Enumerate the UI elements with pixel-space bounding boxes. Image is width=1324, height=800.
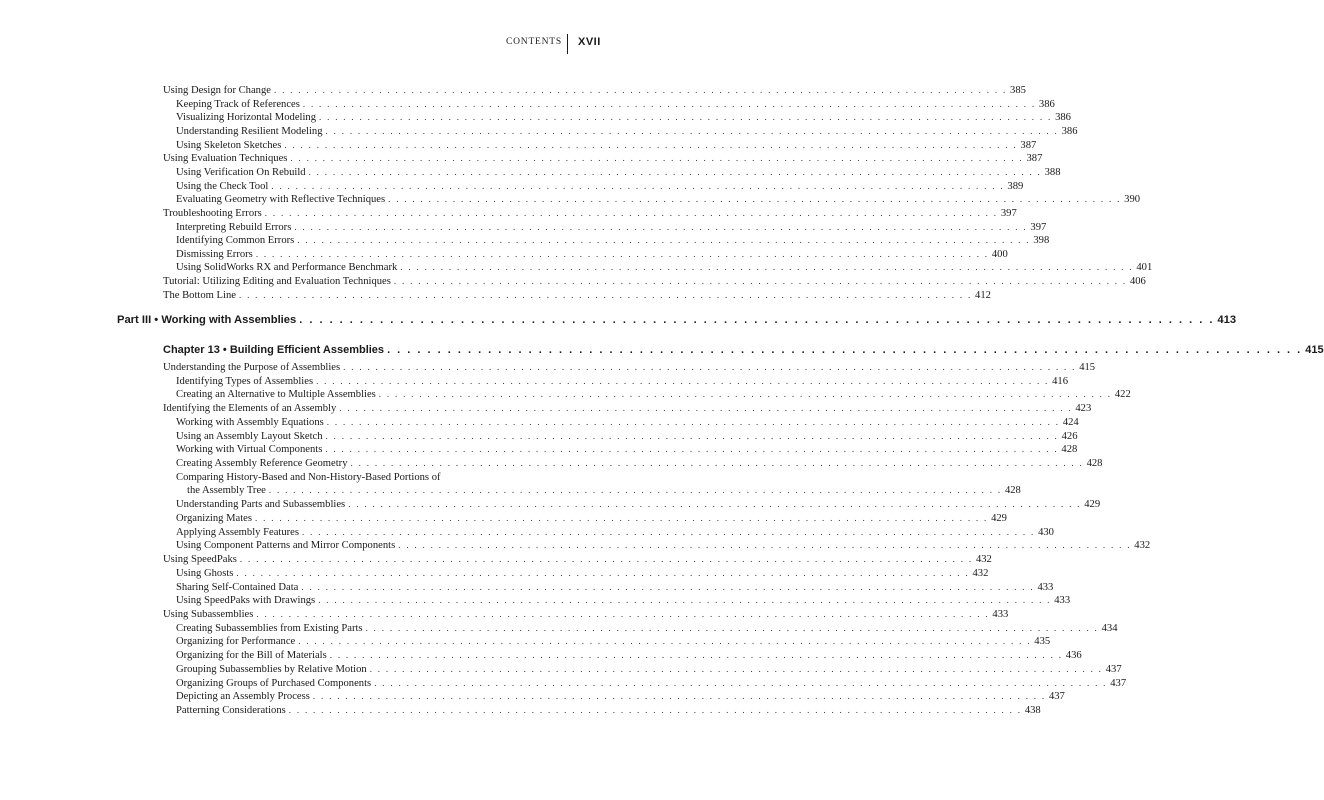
- toc-entry-page: 434: [1101, 622, 1118, 634]
- toc-entry-title: the Assembly Tree: [187, 485, 266, 497]
- toc-entry-title: Keeping Track of References: [176, 98, 300, 110]
- toc-entry-title: Working with Assembly Equations: [176, 416, 324, 428]
- toc-entry-page: 437: [1105, 663, 1122, 675]
- toc-entry[interactable]: [176, 180, 1024, 195]
- toc-entry-title: Part III • Working with Assemblies: [117, 314, 297, 326]
- toc-entry[interactable]: [176, 705, 1041, 719]
- toc-entry-page: 430: [1038, 526, 1054, 538]
- toc-entry-page: 433: [1037, 581, 1054, 593]
- toc-entry-title: Using SpeedPaks: [163, 554, 237, 566]
- dot-leader: . . . . . . . . . . . . . . . . . . . . . . . . . . . . . . . . . . . . . . . . . . . . . . . . . . . . . . . . . . . . . . . . . . . . . . . . . . . . . . . . . . . . . . . . . . .: [273, 85, 1008, 95]
- dot-leader: . . . . . . . . . . . . . . . . . . . . . . . . . . . . . . . . . . . . . . . . . . . . . . . . . . . . . . . . . . . . . . . . . . . . . . . . . . . . . . . . . . . . . . . . . . .: [350, 458, 1084, 469]
- toc-entry-title: Dismissing Errors: [176, 248, 253, 260]
- toc-entry-page: 429: [991, 512, 1007, 524]
- toc-entry-page: 398: [1033, 235, 1050, 247]
- toc-entry[interactable]: [163, 554, 992, 568]
- dot-leader: . . . . . . . . . . . . . . . . . . . . . . . . . . . . . . . . . . . . . . . . . . . . . . . . . . . . . . . . . . . . . . . . . . . . . . . . . . . . . . . . . . . . . . . . . . .: [325, 430, 1059, 441]
- toc-entry-page: 401: [1136, 262, 1153, 274]
- dot-leader: . . . . . . . . . . . . . . . . . . . . . . . . . . . . . . . . . . . . . . . . . . . . . . . . . . . . . . . . . . . . . . . . . . . . . . . . . . . . . . . . . . . . . . . . . . .: [325, 125, 1059, 136]
- dot-leader: . . . . . . . . . . . . . . . . . . . . . . . . . . . . . . . . . . . . . . . . . . . . . . . . . . . . . . . . . . . . . . . . . . . . . . . . . . . . . . . . . . . . . . . . . . .: [374, 677, 1108, 688]
- toc-entry-page: 390: [1124, 194, 1141, 206]
- toc-entry-page: 400: [991, 248, 1008, 260]
- toc-entry[interactable]: [176, 139, 1037, 154]
- toc-entry[interactable]: [176, 112, 1071, 126]
- dot-leader: . . . . . . . . . . . . . . . . . . . . . . . . . . . . . . . . . . . . . . . . . . . . . . . . . . . . . . . . . . . . . . . . . . . . . . . . . . . . . . . . . . . . . . . . . . .: [400, 262, 1134, 273]
- dot-leader: . . . . . . . . . . . . . . . . . . . . . . . . . . . . . . . . . . . . . . . . . . . . . . . . . . . . . . . . . . . . . . . . . . . . . . . . . . . . . . . . . . . . . . . . . . .: [316, 375, 1050, 386]
- toc-entry-page: 386: [1038, 98, 1055, 110]
- toc-entry[interactable]: [176, 125, 1078, 140]
- toc-entry-page: 415: [1305, 344, 1324, 356]
- toc-entry[interactable]: [163, 403, 1092, 417]
- toc-entry-page: 432: [1134, 540, 1151, 552]
- toc-entry-title: The Bottom Line: [163, 289, 236, 301]
- toc-entry-title: Organizing for the Bill of Materials: [176, 650, 327, 662]
- toc-entry[interactable]: [176, 526, 1054, 541]
- toc-entry-title: Using Verification On Rebuild: [176, 166, 306, 178]
- toc-entry[interactable]: [176, 663, 1122, 678]
- toc-entry-page: 386: [1061, 125, 1078, 137]
- toc-entry-page: 438: [1024, 705, 1041, 716]
- dot-leader: . . . . . . . . . . . . . . . . . . . . . . . . . . . . . . . . . . . . . . . . . . . . . . . . . . . . . . . . . . . . . . . . . . . . . . . . . . . . . . . . . . . . . . . . . . .: [393, 276, 1127, 287]
- toc-entry-page: 397: [1000, 207, 1017, 219]
- toc-entry-title: Troubleshooting Errors: [163, 207, 262, 219]
- dot-leader: . . . . . . . . . . . . . . . . . . . . . . . . . . . . . . . . . . . . . . . . . . . . . . . . . . . . . . . . . . . . . . . . . . . . . . . . . . . . . . . . . . . . . . . . . . .: [326, 416, 1060, 427]
- toc-entry-page: 386: [1055, 112, 1071, 124]
- dot-leader: . . . . . . . . . . . . . . . . . . . . . . . . . . . . . . . . . . . . . . . . . . . . . . . . . . . . . . . . . . . . . . . . . . . . . . . . . . . . . . . . . . . . . . . . . . .: [236, 567, 970, 578]
- toc-entry[interactable]: [176, 595, 1071, 609]
- toc-entry-title: Creating an Alternative to Multiple Assemblies: [176, 389, 376, 401]
- dot-leader: . . . . . . . . . . . . . . . . . . . . . . . . . . . . . . . . . . . . . . . . . . . . . . . . . . . . . . . . . . . . . . . . . . . . . . . . . . . . . . . . . . . . . . . . . . .: [301, 581, 1035, 592]
- toc-entry[interactable]: [176, 458, 1103, 472]
- toc-entry-page: 436: [1065, 650, 1082, 662]
- toc-entry-title: Tutorial: Utilizing Editing and Evaluation Techniques: [163, 276, 391, 288]
- toc-entry-page: 429: [1084, 499, 1101, 511]
- toc-entry[interactable]: [176, 389, 1131, 403]
- toc-entry-title: Understanding the Purpose of Assemblies: [163, 362, 341, 373]
- toc-entry-page: 433: [992, 608, 1009, 620]
- toc-entry[interactable]: [163, 289, 991, 304]
- toc-entry-page: 412: [975, 289, 991, 301]
- toc-entry-title: Using Design for Change: [163, 85, 271, 96]
- toc-entry-title: Creating Assembly Reference Geometry: [176, 458, 348, 470]
- running-head-divider: [567, 34, 568, 54]
- chapter-heading[interactable]: [163, 344, 1324, 362]
- dot-leader: . . . . . . . . . . . . . . . . . . . . . . . . . . . . . . . . . . . . . . . . . . . . . . . . . . . . . . . . . . . . . . . . . . . . . . . . . . . . . . . . . . . . . . . . . . .: [348, 499, 1082, 510]
- toc-entry-title: Comparing History-Based and Non-History-Based Portions of: [176, 471, 441, 483]
- dot-leader: . . . . . . . . . . . . . . . . . . . . . . . . . . . . . . . . . . . . . . . . . . . . . . . . . . . . . . . . . . . . . . . . . . . . . . . . . . . . . . . . . . . . . . . . . . .: [325, 444, 1059, 455]
- dot-leader: . . . . . . . . . . . . . . . . . . . . . . . . . . . . . . . . . . . . . . . . . . . . . . . . . . . . . . . . . . . . . . . . . . . . . . . . . . . . . . . . . . . . . . . . . . .: [288, 705, 1022, 715]
- toc-entry[interactable]: [176, 581, 1054, 596]
- toc-entry[interactable]: [176, 221, 1047, 236]
- toc-entry[interactable]: [163, 153, 1043, 167]
- toc-entry-title: Evaluating Geometry with Reflective Techniques: [176, 194, 386, 206]
- toc-entry[interactable]: [176, 691, 1065, 705]
- dot-leader: . . . . . . . . . . . . . . . . . . . . . . . . . . . . . . . . . . . . . . . . . . . . . . . . . . . . . . . . . . . . . . . . . . . . . . . . . . . . . . . . . . . . . . . . . . .: [299, 314, 1215, 326]
- toc-entry[interactable]: [176, 430, 1078, 445]
- dot-leader: . . . . . . . . . . . . . . . . . . . . . . . . . . . . . . . . . . . . . . . . . . . . . . . . . . . . . . . . . . . . . . . . . . . . . . . . . . . . . . . . . . . . . . . . . . .: [264, 207, 998, 218]
- dot-leader: . . . . . . . . . . . . . . . . . . . . . . . . . . . . . . . . . . . . . . . . . . . . . . . . . . . . . . . . . . . . . . . . . . . . . . . . . . . . . . . . . . . . . . . . . . .: [369, 663, 1103, 674]
- toc-entry-page: 426: [1061, 430, 1078, 442]
- toc-entry[interactable]: [163, 207, 1017, 222]
- toc-entry-title: Identifying Common Errors: [176, 235, 295, 247]
- toc-entry[interactable]: [176, 416, 1079, 431]
- toc-entry-title: Understanding Resilient Modeling: [176, 125, 323, 137]
- dot-leader: . . . . . . . . . . . . . . . . . . . . . . . . . . . . . . . . . . . . . . . . . . . . . . . . . . . . . . . . . . . . . . . . . . . . . . . . . . . . . . . . . . . . . . . . . . .: [238, 289, 973, 300]
- toc-entry-title: Visualizing Horizontal Modeling: [176, 112, 316, 124]
- dot-leader: . . . . . . . . . . . . . . . . . . . . . . . . . . . . . . . . . . . . . . . . . . . . . . . . . . . . . . . . . . . . . . . . . . . . . . . . . . . . . . . . . . . . . . . . . . .: [312, 691, 1046, 702]
- toc-entry-title: Organizing Groups of Purchased Components: [176, 677, 372, 689]
- dot-leader: . . . . . . . . . . . . . . . . . . . . . . . . . . . . . . . . . . . . . . . . . . . . . . . . . . . . . . . . . . . . . . . . . . . . . . . . . . . . . . . . . . . . . . . . . . .: [239, 554, 973, 565]
- toc-entry-title: Using Component Patterns and Mirror Components: [176, 540, 396, 552]
- toc-entry-page: 387: [1026, 153, 1043, 165]
- toc-entry-page: 389: [1007, 180, 1024, 192]
- toc-entry[interactable]: [176, 248, 1008, 263]
- toc-entry-title: Working with Virtual Components: [176, 444, 323, 456]
- toc-entry-title: Sharing Self-Contained Data: [176, 581, 299, 593]
- toc-entry-title: Organizing for Performance: [176, 636, 296, 648]
- toc-entry-title: Using Subassemblies: [163, 608, 254, 620]
- dot-leader: . . . . . . . . . . . . . . . . . . . . . . . . . . . . . . . . . . . . . . . . . . . . . . . . . . . . . . . . . . . . . . . . . . . . . . . . . . . . . . . . . . . . . . . . . . .: [388, 194, 1122, 205]
- dot-leader: . . . . . . . . . . . . . . . . . . . . . . . . . . . . . . . . . . . . . . . . . . . . . . . . . . . . . . . . . . . . . . . . . . . . . . . . . . . . . . . . . . . . . . . . . . .: [302, 526, 1036, 537]
- toc-entry[interactable]: [176, 262, 1153, 276]
- toc-entry[interactable]: [176, 444, 1078, 458]
- toc-entry-title: Identifying Types of Assemblies: [176, 375, 314, 387]
- dot-leader: . . . . . . . . . . . . . . . . . . . . . . . . . . . . . . . . . . . . . . . . . . . . . . . . . . . . . . . . . . . . . . . . . . . . . . . . . . . . . . . . . . . . . . . . . . .: [339, 403, 1073, 414]
- toc-entry[interactable]: [176, 499, 1101, 513]
- toc-entry-title: Interpreting Rebuild Errors: [176, 221, 292, 233]
- toc-entry[interactable]: [176, 512, 1007, 527]
- toc-entry-title: Using the Check Tool: [176, 180, 269, 192]
- dot-leader: . . . . . . . . . . . . . . . . . . . . . . . . . . . . . . . . . . . . . . . . . . . . . . . . . . . . . . . . . . . . . . . . . . . . . . . . . . . . . . . . . . . . . . . . . . .: [271, 180, 1005, 191]
- toc-entry-page: 433: [1054, 595, 1071, 607]
- running-head: [0, 34, 636, 54]
- dot-leader: . . . . . . . . . . . . . . . . . . . . . . . . . . . . . . . . . . . . . . . . . . . . . . . . . . . . . . . . . . . . . . . . . . . . . . . . . . . . . . . . . . . . . . . . . . .: [290, 153, 1024, 164]
- toc-entry-title: Identifying the Elements of an Assembly: [163, 403, 337, 415]
- dot-leader: . . . . . . . . . . . . . . . . . . . . . . . . . . . . . . . . . . . . . . . . . . . . . . . . . . . . . . . . . . . . . . . . . . . . . . . . . . . . . . . . . . . . . . . . . . .: [297, 235, 1031, 246]
- toc-entry[interactable]: [176, 166, 1061, 181]
- dot-leader: . . . . . . . . . . . . . . . . . . . . . . . . . . . . . . . . . . . . . . . . . . . . . . . . . . . . . . . . . . . . . . . . . . . . . . . . . . . . . . . . . . . . . . . . . . .: [298, 636, 1032, 647]
- dot-leader: . . . . . . . . . . . . . . . . . . . . . . . . . . . . . . . . . . . . . . . . . . . . . . . . . . . . . . . . . . . . . . . . . . . . . . . . . . . . . . . . . . . . . . . . . . .: [256, 608, 990, 619]
- dot-leader: . . . . . . . . . . . . . . . . . . . . . . . . . . . . . . . . . . . . . . . . . . . . . . . . . . . . . . . . . . . . . . . . . . . . . . . . . . . . . . . . . . . . . . . . . . .: [255, 512, 989, 523]
- toc-entry-page: 437: [1048, 691, 1065, 703]
- toc-entry-title: Applying Assembly Features: [176, 526, 299, 538]
- toc-entry[interactable]: [176, 375, 1069, 390]
- toc-entry-page: 435: [1034, 636, 1051, 648]
- toc-entry-title: Grouping Subassemblies by Relative Motion: [176, 663, 367, 675]
- dot-leader: . . . . . . . . . . . . . . . . . . . . . . . . . . . . . . . . . . . . . . . . . . . . . . . . . . . . . . . . . . . . . . . . . . . . . . . . . . . . . . . . . . . . . . . . . . .: [268, 485, 1002, 496]
- toc-entry-title: Chapter 13 • Building Efficient Assemblies: [163, 344, 385, 356]
- dot-leader: . . . . . . . . . . . . . . . . . . . . . . . . . . . . . . . . . . . . . . . . . . . . . . . . . . . . . . . . . . . . . . . . . . . . . . . . . . . . . . . . . . . . . . . . . . .: [387, 344, 1303, 356]
- toc-entry-page: 422: [1114, 389, 1131, 401]
- toc-entry-page: 406: [1129, 276, 1146, 288]
- dot-leader: . . . . . . . . . . . . . . . . . . . . . . . . . . . . . . . . . . . . . . . . . . . . . . . . . . . . . . . . . . . . . . . . . . . . . . . . . . . . . . . . . . . . . . . . . . .: [319, 112, 1053, 123]
- dot-leader: . . . . . . . . . . . . . . . . . . . . . . . . . . . . . . . . . . . . . . . . . . . . . . . . . . . . . . . . . . . . . . . . . . . . . . . . . . . . . . . . . . . . . . . . . . .: [284, 139, 1018, 150]
- toc-entry-page: 432: [972, 567, 989, 579]
- toc-entry-page: 428: [1061, 444, 1078, 456]
- toc-entry-page: 388: [1044, 166, 1061, 178]
- toc-entry-page: 437: [1110, 677, 1127, 689]
- toc-entry-title: Using Evaluation Techniques: [163, 153, 288, 165]
- page-number: XVII: [578, 36, 601, 48]
- dot-leader: . . . . . . . . . . . . . . . . . . . . . . . . . . . . . . . . . . . . . . . . . . . . . . . . . . . . . . . . . . . . . . . . . . . . . . . . . . . . . . . . . . . . . . . . . . .: [294, 221, 1028, 232]
- toc-entry-title: Using an Assembly Layout Sketch: [176, 430, 323, 442]
- toc-entry-page: 428: [1086, 458, 1103, 470]
- toc-entry-page: 415: [1079, 362, 1096, 373]
- toc-entry-title: Organizing Mates: [176, 512, 253, 524]
- toc-entry[interactable]: [163, 362, 1096, 376]
- toc-entry-title: Using Ghosts: [176, 567, 234, 579]
- dot-leader: . . . . . . . . . . . . . . . . . . . . . . . . . . . . . . . . . . . . . . . . . . . . . . . . . . . . . . . . . . . . . . . . . . . . . . . . . . . . . . . . . . . . . . . . . . .: [329, 650, 1063, 661]
- toc-entry[interactable]: [176, 472, 582, 486]
- part-heading[interactable]: [117, 314, 1237, 332]
- toc-entry[interactable]: [163, 608, 1009, 623]
- dot-leader: . . . . . . . . . . . . . . . . . . . . . . . . . . . . . . . . . . . . . . . . . . . . . . . . . . . . . . . . . . . . . . . . . . . . . . . . . . . . . . . . . . . . . . . . . . .: [302, 98, 1036, 109]
- toc-entry[interactable]: [176, 677, 1127, 692]
- toc-entry[interactable]: [176, 98, 1055, 113]
- toc-entry-page: 387: [1020, 139, 1037, 151]
- toc-entry-page: 397: [1030, 221, 1047, 233]
- dot-leader: . . . . . . . . . . . . . . . . . . . . . . . . . . . . . . . . . . . . . . . . . . . . . . . . . . . . . . . . . . . . . . . . . . . . . . . . . . . . . . . . . . . . . . . . . . .: [343, 362, 1077, 372]
- toc-entry-title: Using SpeedPaks with Drawings: [176, 595, 316, 607]
- toc-entry-page: 432: [975, 554, 992, 566]
- toc-entry-title: Depicting an Assembly Process: [176, 691, 310, 703]
- toc-entry-title: Understanding Parts and Subassemblies: [176, 499, 346, 511]
- toc-entry[interactable]: [176, 540, 1151, 554]
- toc-entry-page: 385: [1010, 85, 1026, 96]
- toc-entry-title: Patterning Considerations: [176, 705, 286, 716]
- dot-leader: . . . . . . . . . . . . . . . . . . . . . . . . . . . . . . . . . . . . . . . . . . . . . . . . . . . . . . . . . . . . . . . . . . . . . . . . . . . . . . . . . . . . . . . . . . .: [378, 389, 1112, 400]
- toc-entry[interactable]: [176, 636, 1051, 650]
- toc-entry[interactable]: [187, 485, 1021, 499]
- dot-leader: . . . . . . . . . . . . . . . . . . . . . . . . . . . . . . . . . . . . . . . . . . . . . . . . . . . . . . . . . . . . . . . . . . . . . . . . . . . . . . . . . . . . . . . . . . .: [398, 540, 1132, 551]
- dot-leader: . . . . . . . . . . . . . . . . . . . . . . . . . . . . . . . . . . . . . . . . . . . . . . . . . . . . . . . . . . . . . . . . . . . . . . . . . . . . . . . . . . . . . . . . . . .: [318, 595, 1052, 606]
- toc-entry[interactable]: [176, 194, 1141, 208]
- toc-entry-title: Using Skeleton Sketches: [176, 139, 282, 151]
- dot-leader: . . . . . . . . . . . . . . . . . . . . . . . . . . . . . . . . . . . . . . . . . . . . . . . . . . . . . . . . . . . . . . . . . . . . . . . . . . . . . . . . . . . . . . . . . . .: [255, 248, 989, 259]
- toc-entry-title: Using SolidWorks RX and Performance Benchmark: [176, 262, 398, 274]
- toc-entry-page: 413: [1217, 314, 1237, 326]
- toc-entry-page: 424: [1062, 416, 1079, 428]
- toc-entry[interactable]: [176, 622, 1118, 637]
- dot-leader: . . . . . . . . . . . . . . . . . . . . . . . . . . . . . . . . . . . . . . . . . . . . . . . . . . . . . . . . . . . . . . . . . . . . . . . . . . . . . . . . . . . . . . . . . . .: [365, 622, 1099, 633]
- toc-entry[interactable]: [176, 567, 989, 582]
- toc-entry[interactable]: [176, 235, 1050, 249]
- toc-entry-page: 428: [1004, 485, 1021, 497]
- toc-entry-page: 416: [1052, 375, 1069, 387]
- toc-entry[interactable]: [163, 276, 1146, 290]
- running-head-label: CONTENTS: [505, 37, 562, 47]
- toc-entry-page: 423: [1075, 403, 1092, 415]
- toc-entry[interactable]: [163, 85, 1026, 99]
- toc-entry-title: Creating Subassemblies from Existing Parts: [176, 622, 363, 634]
- toc-entry[interactable]: [176, 650, 1082, 664]
- dot-leader: . . . . . . . . . . . . . . . . . . . . . . . . . . . . . . . . . . . . . . . . . . . . . . . . . . . . . . . . . . . . . . . . . . . . . . . . . . . . . . . . . . . . . . . . . . .: [308, 166, 1042, 177]
